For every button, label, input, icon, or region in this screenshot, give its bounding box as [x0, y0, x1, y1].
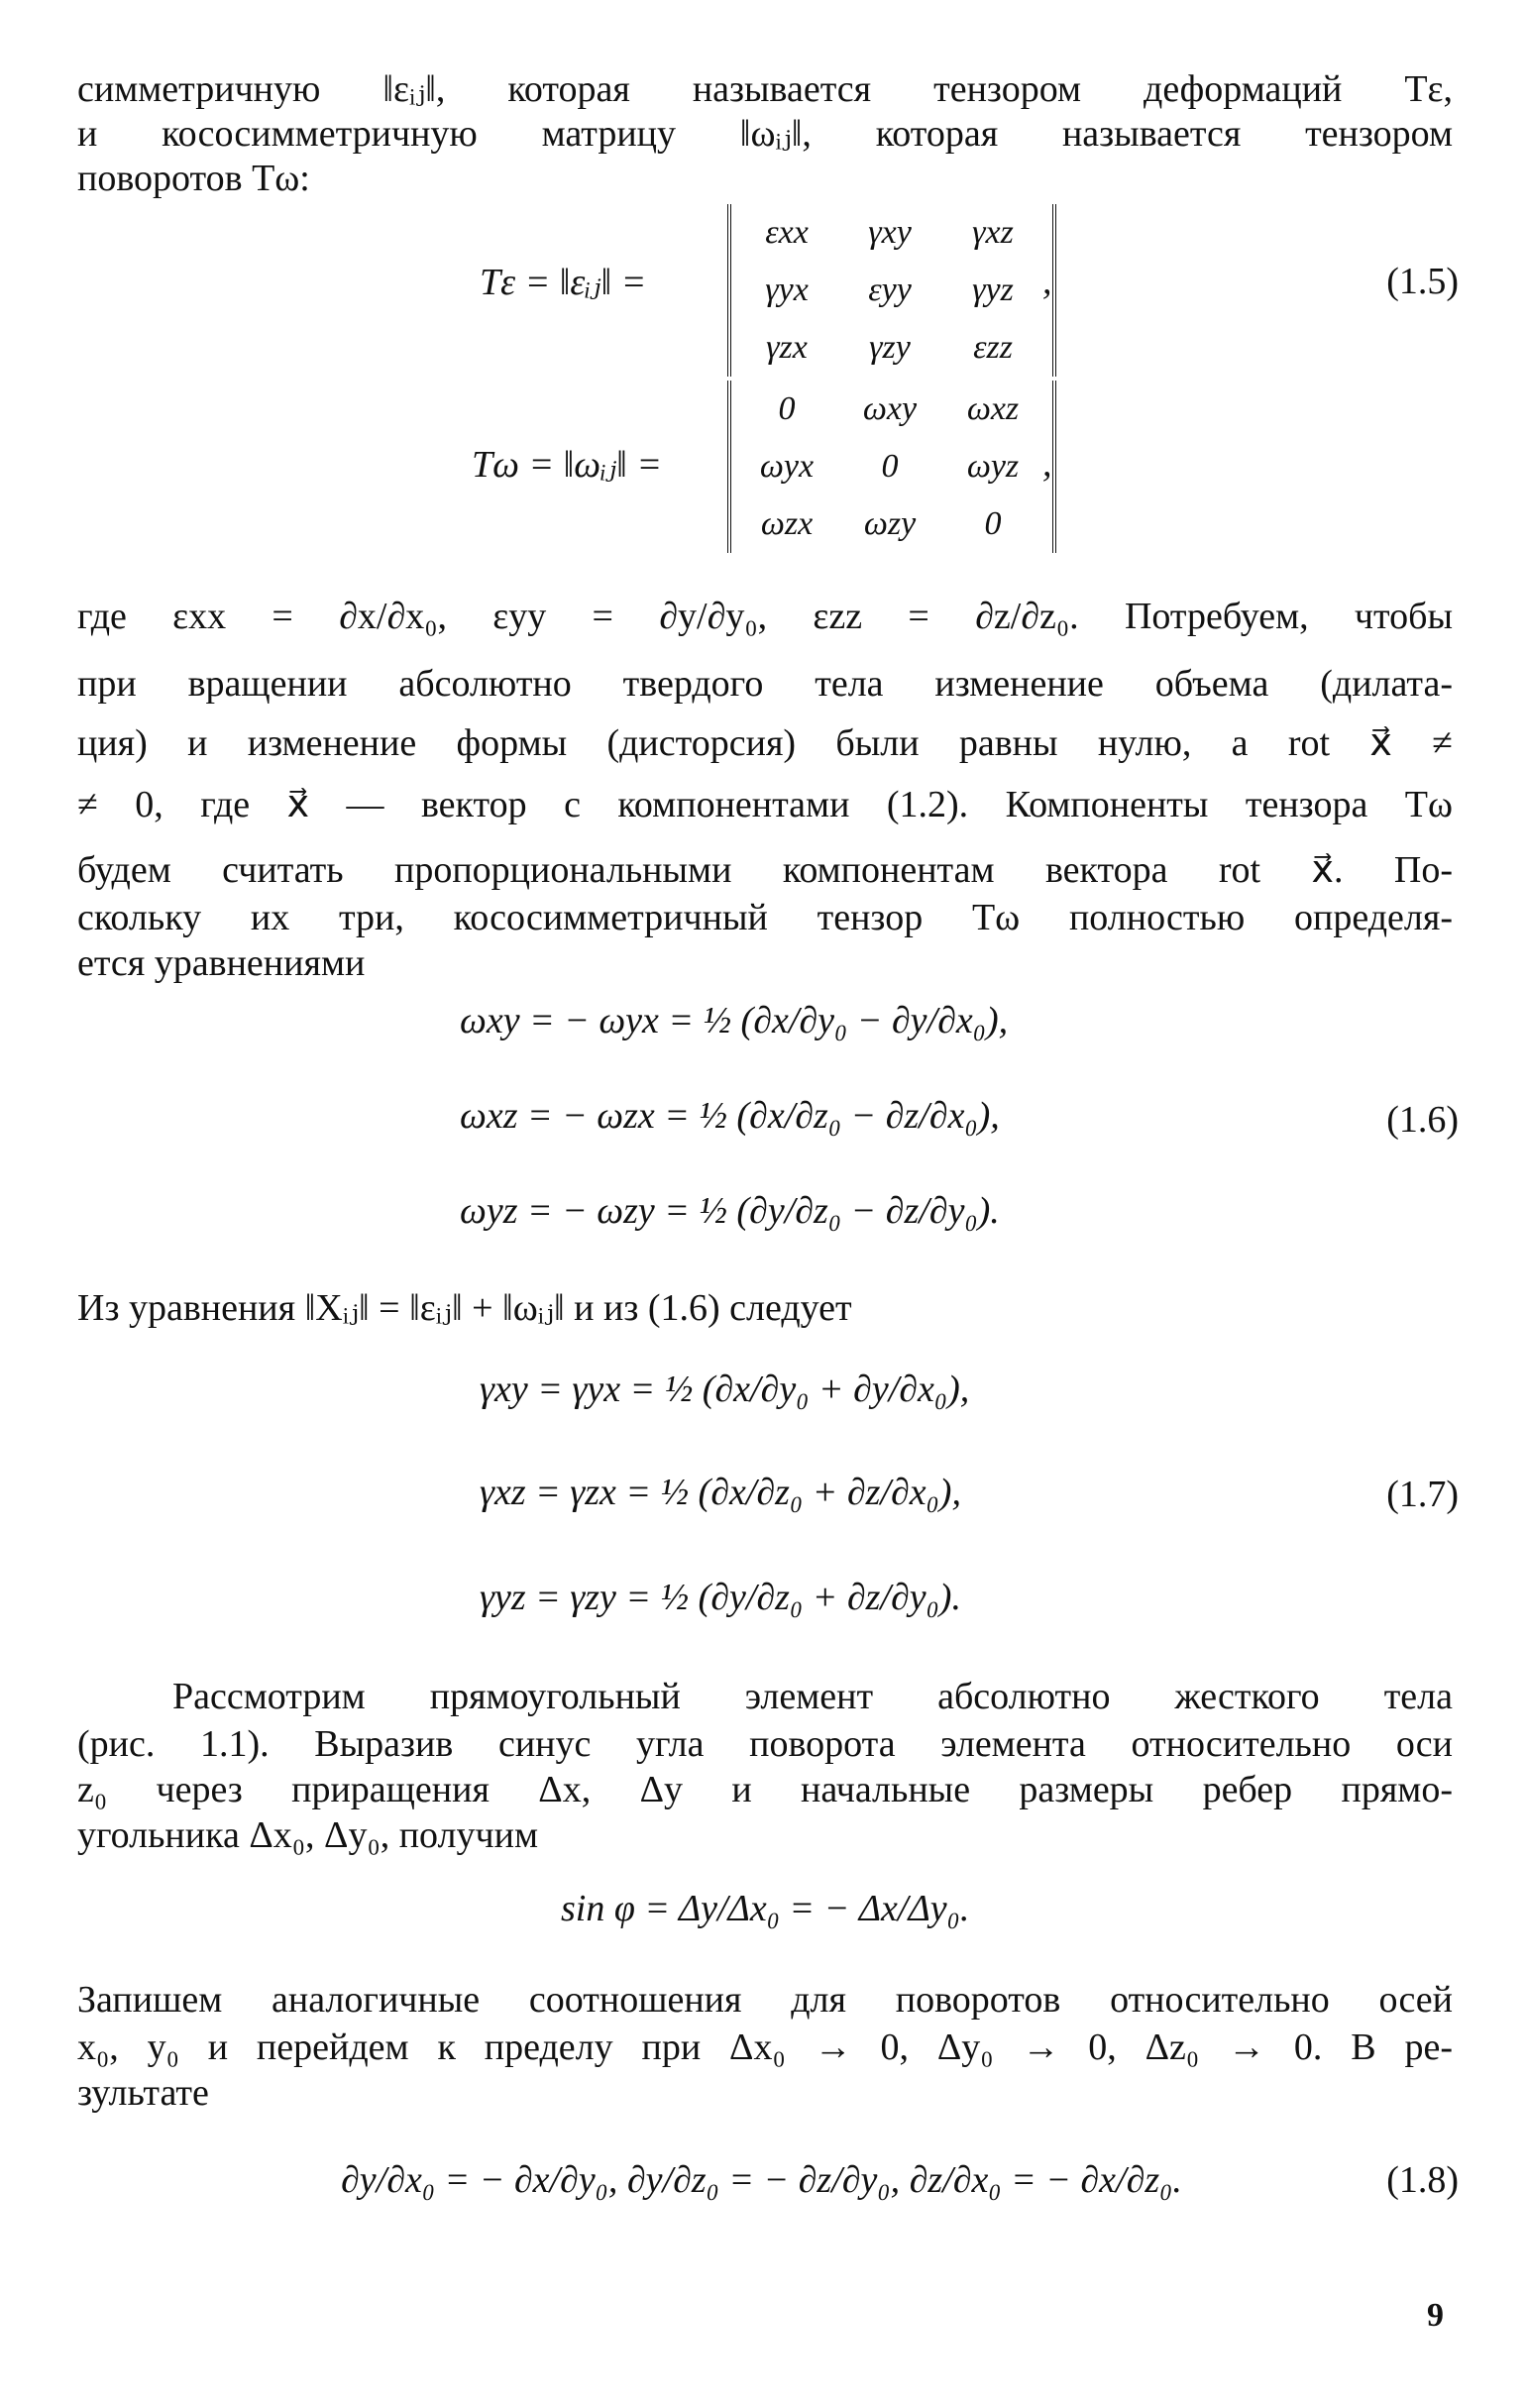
eq-1-7-row: γyz = γzy = ½ (∂y/∂z₀ + ∂z/∂y₀).: [480, 1577, 961, 1618]
matrix-cell: ωzx: [760, 505, 814, 542]
text-line: угольника Δx₀, Δy₀, получим: [77, 1814, 539, 1856]
text-line: z₀ через приращения Δx, Δy и начальные размеры ребер прямо-: [77, 1769, 1453, 1810]
matrix-cell: 0: [881, 448, 899, 485]
matrix-cell: γzx: [766, 329, 808, 366]
eq-1-5-comma: ,: [1042, 261, 1052, 302]
text-line: Рассмотрим прямоугольный элемент абсолютно жесткого тела: [172, 1676, 1453, 1717]
matrix-cell: 0: [778, 390, 796, 427]
eq-1-6-row: ωxy = − ωyx = ½ (∂x/∂y₀ − ∂y/∂x₀),: [460, 1000, 1009, 1041]
eq-1-7-row: γxz = γzx = ½ (∂x/∂z₀ + ∂z/∂x₀),: [480, 1472, 961, 1513]
text-line: при вращении абсолютно твердого тела изменение объема (дилата-: [77, 663, 1453, 705]
text-line: Из уравнения ‖Xᵢⱼ‖ = ‖εᵢⱼ‖ + ‖ωᵢⱼ‖ и из (1.6) следует: [77, 1287, 852, 1329]
eq-1-6-row: ωxz = − ωzx = ½ (∂x/∂z₀ − ∂z/∂x₀),: [460, 1095, 1000, 1137]
eq-1-6-row: ωyz = − ωzy = ½ (∂y/∂z₀ − ∂z/∂y₀).: [460, 1190, 1000, 1232]
page-number: 9: [1427, 2297, 1444, 2334]
matrix-cell: εzz: [973, 329, 1013, 366]
matrix-cell: ωyx: [759, 448, 815, 485]
eq-1-7-row: γxy = γyx = ½ (∂x/∂y₀ + ∂y/∂x₀),: [480, 1368, 970, 1410]
text-line: ется уравнениями: [77, 942, 366, 984]
matrix-cell: ωyz: [966, 448, 1020, 485]
matrix-cell: εyy: [868, 272, 912, 308]
eq-1-5-lhs: Tε = ‖εᵢⱼ‖ =: [480, 262, 647, 303]
eq-1-8: ∂y/∂x₀ = − ∂x/∂y₀, ∂y/∂z₀ = − ∂z/∂y₀, ∂z/∂x₀ = − ∂x/∂z₀.: [341, 2159, 1182, 2201]
text-line: (рис. 1.1). Выразив синус угла поворота элемента относительно оси: [77, 1723, 1453, 1765]
text-line: ция) и изменение формы (дисторсия) были равны нулю, а rot x⃗ ≠: [77, 722, 1453, 764]
text-line: ≠ 0, где x⃗ — вектор с компонентами (1.2). Компоненты тензора Tω: [77, 784, 1453, 825]
matrix-cell: ωxy: [862, 390, 918, 427]
matrix-cell: γxy: [868, 214, 912, 251]
matrix-cell: γxz: [972, 214, 1014, 251]
text-line: поворотов Tω:: [77, 158, 310, 199]
matrix-cell: εxx: [765, 214, 809, 251]
rotation-tensor-matrix: [727, 381, 1056, 553]
text-line: симметричную ‖εᵢⱼ‖, которая называется тензором деформаций Tε,: [77, 68, 1453, 110]
eq-1-5-lhs-omega: Tω = ‖ωᵢⱼ‖ =: [472, 444, 662, 486]
text-line: где εxx = ∂x/∂x₀, εyy = ∂y/∂y₀, εzz = ∂z/∂z₀. Потребуем, чтобы: [77, 596, 1453, 637]
text-line: и кососимметричную матрицу ‖ωᵢⱼ‖, которая называется тензором: [77, 113, 1453, 155]
strain-tensor-matrix: [727, 204, 1056, 377]
matrix-cell: ωxz: [966, 390, 1020, 427]
matrix-cell: ωzy: [863, 505, 917, 542]
equation-number: (1.8): [1386, 2159, 1459, 2201]
text-line: Запишем аналогичные соотношения для поворотов относительно осей: [77, 1979, 1453, 2021]
text-line: зультате: [77, 2072, 209, 2114]
eq-sin: sin φ = Δy/Δx₀ = − Δx/Δy₀.: [561, 1888, 970, 1929]
equation-number: (1.6): [1386, 1099, 1459, 1141]
matrix-cell: γyx: [765, 272, 809, 308]
equation-number: (1.7): [1386, 1474, 1459, 1515]
text-line: x₀, y₀ и перейдем к пределу при Δx₀ → 0, Δy₀ → 0, Δz₀ → 0. В ре-: [77, 2026, 1453, 2068]
equation-number: (1.5): [1386, 261, 1459, 302]
matrix-cell: γzy: [869, 329, 911, 366]
text-line: скольку их три, кососимметричный тензор Tω полностью определя-: [77, 897, 1453, 938]
matrix-cell: γyz: [972, 272, 1014, 308]
eq-1-5-comma: ,: [1042, 443, 1052, 485]
text-line: будем считать пропорциональными компонентам вектора rot x⃗. По-: [77, 849, 1453, 891]
matrix-cell: 0: [984, 505, 1002, 542]
